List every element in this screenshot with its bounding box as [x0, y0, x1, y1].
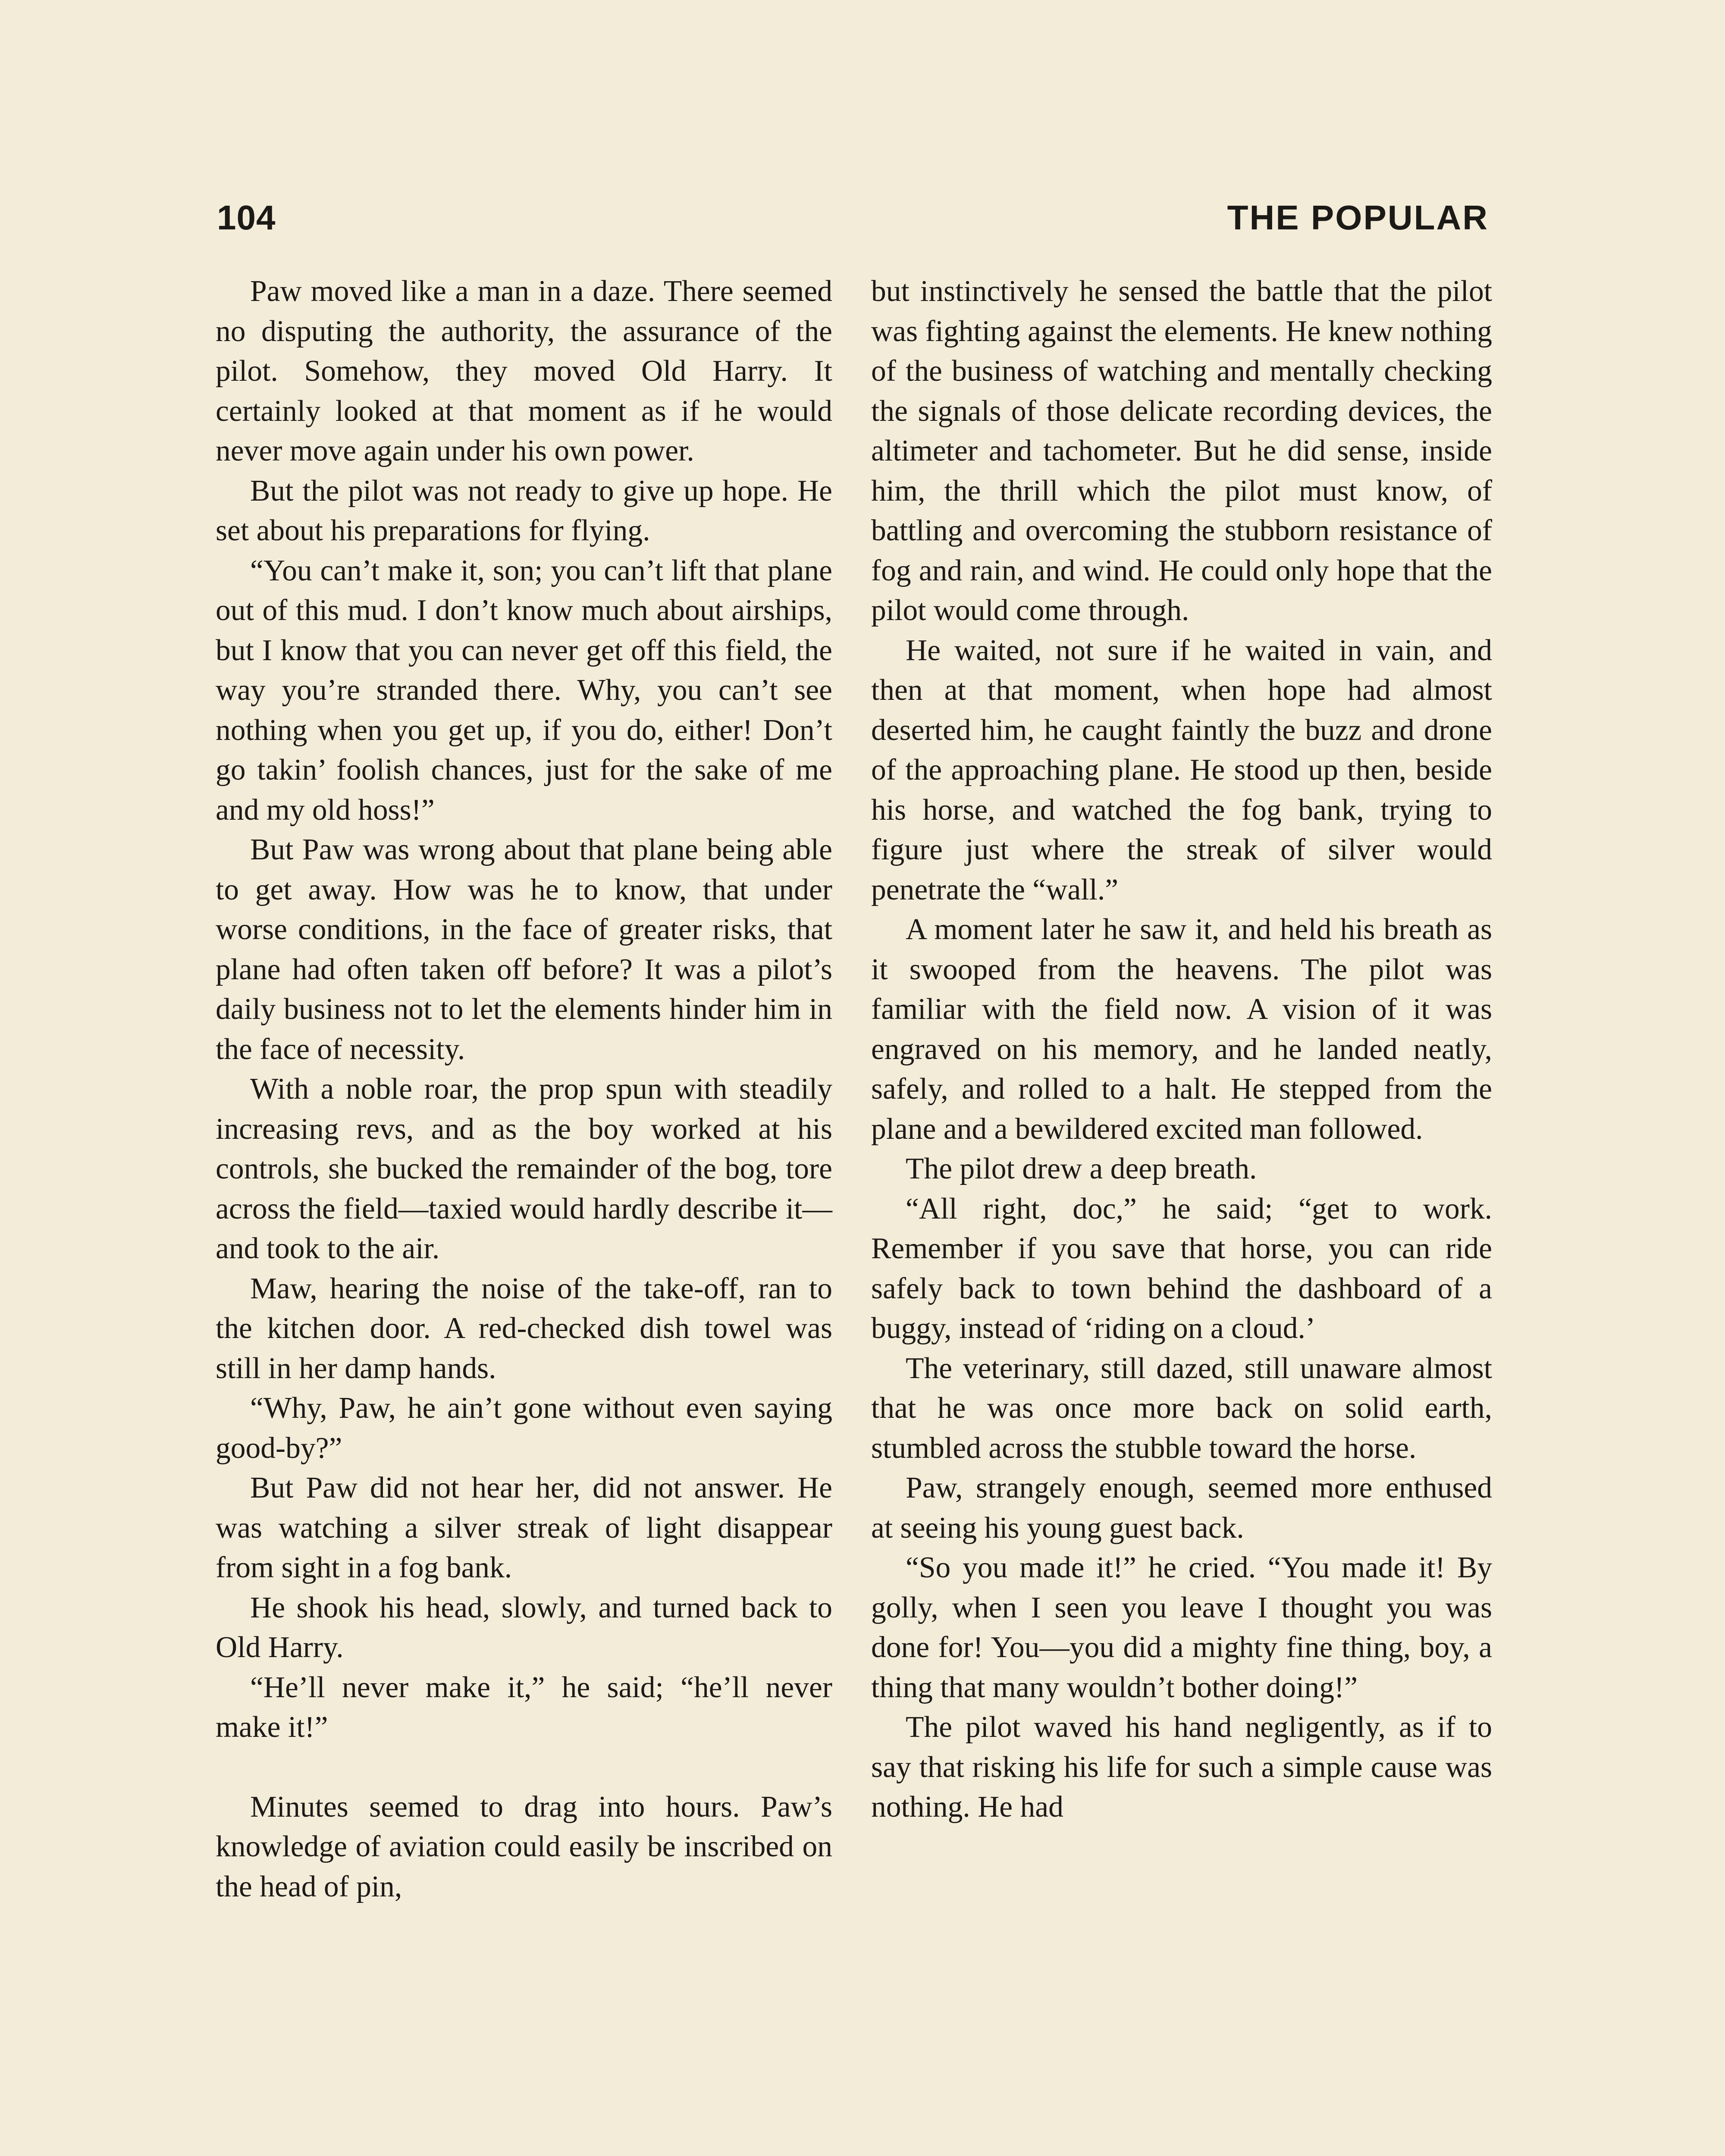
- right-column: [871, 272, 1492, 1827]
- paragraph: The pilot waved his hand negligently, as if to say that risking his life for such a simple cause was nothing. He had: [871, 1711, 1492, 1824]
- paragraph: The pilot drew a deep breath.: [906, 1152, 1257, 1185]
- paragraph: But Paw did not hear her, did not answer. He was watching a silver streak of light disappear from sight in a fog bank.: [216, 1471, 832, 1584]
- paragraph: He waited, not sure if he waited in vain, and then at that moment, when hope had almost deserted him, he caught faintly the buzz and drone of the approaching plane. He stood up then, beside his horse, and watched the fog bank, trying to figure just where the streak of silver would penetrate the “wall.”: [871, 633, 1492, 906]
- paragraph: With a noble roar, the prop spun with steadily increasing revs, and as the boy worked at his controls, she bucked the remainder of the bog, tore across the field—taxied would hardly describe it—and took to the air.: [216, 1072, 832, 1265]
- paragraph: Paw, strangely enough, seemed more enthused at seeing his young guest back.: [871, 1471, 1492, 1545]
- paragraph: He shook his head, slowly, and turned back to Old Harry.: [216, 1591, 832, 1664]
- paragraph: Paw moved like a man in a daze. There seemed no disputing the authority, the assurance of the pilot. Somehow, they moved Old Harry. It certainly looked at that moment as if he would never move again under his own power.: [216, 275, 832, 467]
- paragraph: “All right, doc,” he said; “get to work. Remember if you save that horse, you can ride safely back to town behind the dashboard of a buggy, instead of ‘riding on a cloud.’: [871, 1192, 1492, 1345]
- page-number: 104: [217, 198, 276, 237]
- paragraph: But the pilot was not ready to give up hope. He set about his preparations for flying.: [216, 474, 832, 547]
- paragraph: “He’ll never make it,” he said; “he’ll never make it!”: [216, 1670, 832, 1744]
- paragraph: The veterinary, still dazed, still unaware almost that he was once more back on solid earth, stumbled across the stubble toward the horse.: [871, 1351, 1492, 1465]
- paragraph: A moment later he saw it, and held his breath as it swooped from the heavens. The pilot was familiar with the field now. A vision of it was engraved on his memory, and he landed neatly, safely, and rolled to a halt. He stepped from the plane and a bewildered excited man followed.: [871, 913, 1492, 1146]
- paragraph: “Why, Paw, he ain’t gone without even saying good-by?”: [216, 1391, 832, 1465]
- paragraph: “You can’t make it, son; you can’t lift that plane out of this mud. I don’t know much about airships, but I know that you can never get off this field, the way you’re stranded there. Why, you can’t see nothing when you get up, if you do, either! Don’t go takin’ foolish chances, just for the sake of me and my old hoss!”: [216, 554, 832, 827]
- left-column: [216, 272, 832, 1907]
- running-head: THE POPULAR: [1227, 198, 1489, 237]
- paragraph: but instinctively he sensed the battle that the pilot was fighting against the elements. He knew nothing of the business of watching and mentally checking the signals of those delicate recording devices, the altimeter and tachometer. But he did sense, inside him, the thrill which the pilot must know, of battling and overcoming the stubborn resistance of fog and rain, and wind. He could only hope that the pilot would come through.: [871, 275, 1492, 627]
- paragraph: Maw, hearing the noise of the take-off, ran to the kitchen door. A red-checked dish towel was still in her damp hands.: [216, 1272, 832, 1385]
- paragraph: “So you made it!” he cried. “You made it! By golly, when I seen you leave I thought you was done for! You—you did a mighty fine thing, boy, a thing that many wouldn’t bother doing!”: [871, 1551, 1492, 1704]
- paragraph: But Paw was wrong about that plane being able to get away. How was he to know, that under worse conditions, in the face of greater risks, that plane had often taken off before? It was a pilot’s daily business not to let the elements hinder him in the face of necessity.: [216, 833, 832, 1066]
- paragraph: Minutes seemed to drag into hours. Paw’s knowledge of aviation could easily be inscribed on the head of pin,: [216, 1790, 832, 1903]
